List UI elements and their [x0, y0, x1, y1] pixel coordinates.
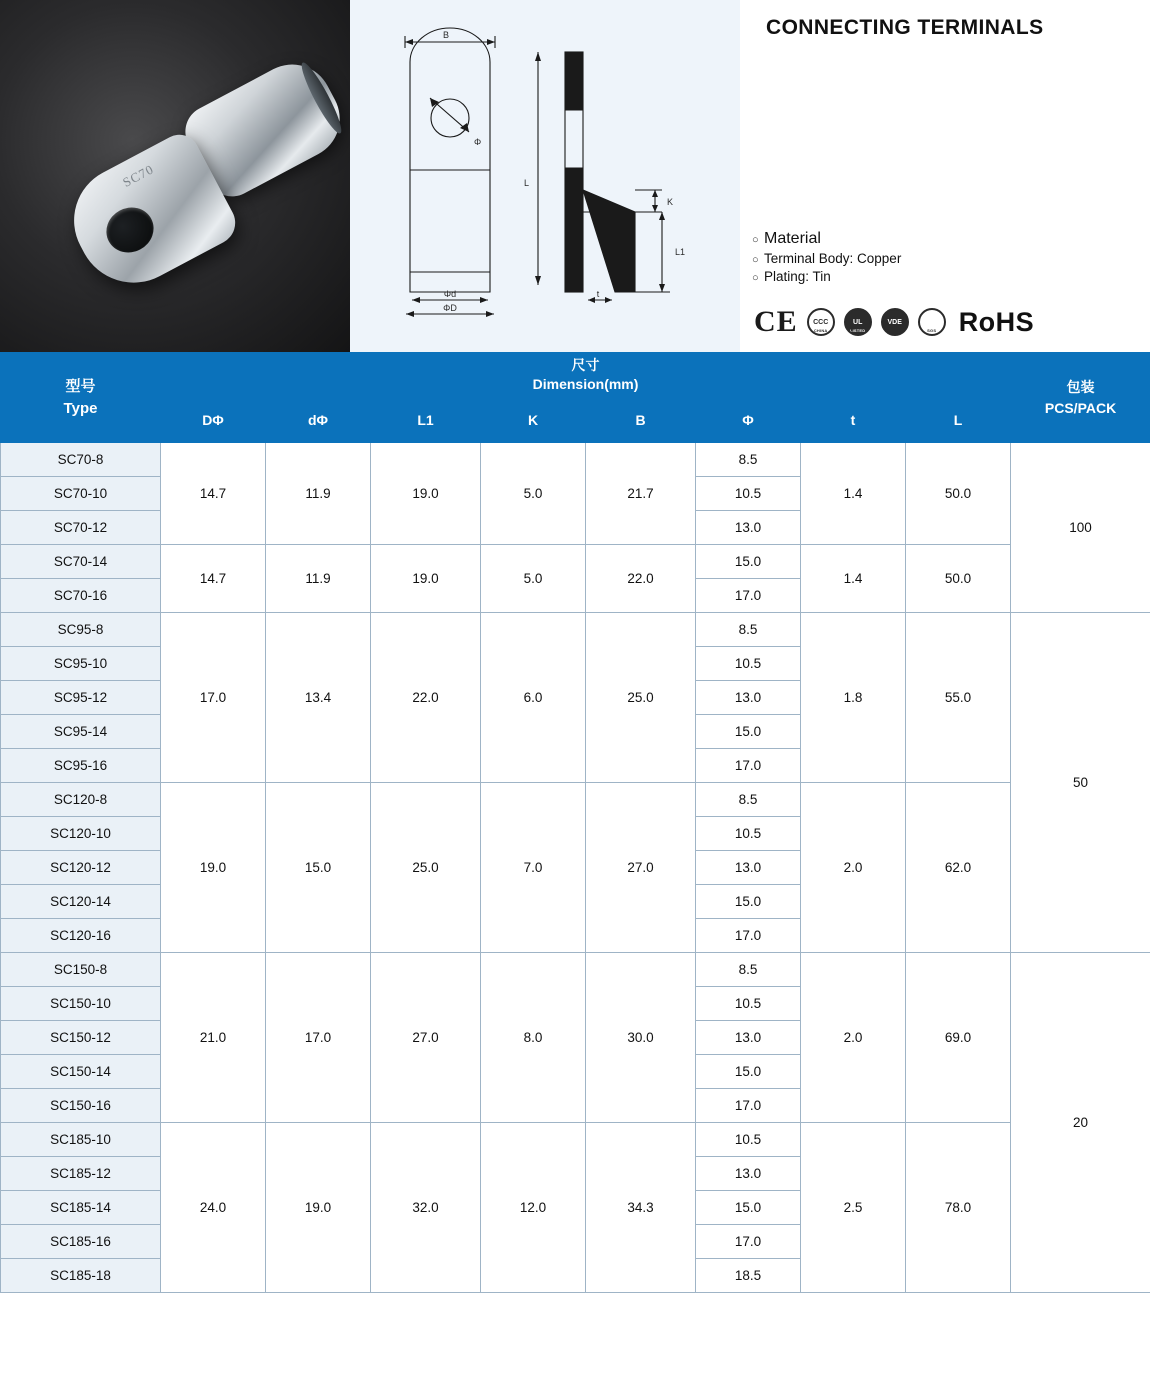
cell-k: 12.0 — [481, 1123, 586, 1293]
cell-pack: 100 — [1011, 443, 1150, 613]
cell-dphi: 21.0 — [161, 953, 266, 1123]
cell-type: SC185-18 — [1, 1259, 161, 1293]
technical-drawing — [350, 0, 740, 352]
header-section — [0, 0, 1150, 352]
list-item-plating — [752, 269, 901, 284]
cell-type: SC95-8 — [1, 613, 161, 647]
page-title: CONNECTING TERMINALS — [766, 16, 1044, 39]
list-item-terminal-body — [752, 251, 901, 266]
cell-b: 25.0 — [586, 613, 696, 783]
bullet-icon: ○ — [752, 234, 759, 246]
cell-type: SC150-8 — [1, 953, 161, 987]
cell-l1: 19.0 — [371, 545, 481, 613]
cell-t: 2.5 — [801, 1123, 906, 1293]
cell-t: 2.0 — [801, 953, 906, 1123]
cell-type: SC120-10 — [1, 817, 161, 851]
terminal-body-label: Terminal Body: Copper — [764, 251, 902, 266]
col-header-dphi: DΦ — [161, 398, 266, 443]
ul-icon: UL LISTED — [844, 308, 872, 336]
table-row — [1, 953, 1150, 987]
product-photo — [0, 0, 350, 352]
label-t: t — [596, 289, 600, 299]
lug-stamp-text: SC70 — [120, 161, 157, 190]
cell-b: 22.0 — [586, 545, 696, 613]
drawing-svg — [350, 0, 740, 352]
cell-b: 27.0 — [586, 783, 696, 953]
cell-phi: 10.5 — [696, 1123, 801, 1157]
cell-phi: 8.5 — [696, 953, 801, 987]
cell-dphi-small: 15.0 — [266, 783, 371, 953]
col-header-phi: Φ — [696, 398, 801, 443]
cell-type: SC150-12 — [1, 1021, 161, 1055]
cell-phi: 17.0 — [696, 749, 801, 783]
cell-l: 78.0 — [906, 1123, 1011, 1293]
cell-phi: 10.5 — [696, 987, 801, 1021]
col-header-type: 型号 Type — [1, 353, 161, 443]
cell-b: 34.3 — [586, 1123, 696, 1293]
cell-phi: 15.0 — [696, 545, 801, 579]
cell-k: 8.0 — [481, 953, 586, 1123]
cell-phi: 10.5 — [696, 817, 801, 851]
col-header-l1: L1 — [371, 398, 481, 443]
cell-dphi: 17.0 — [161, 613, 266, 783]
cell-b: 21.7 — [586, 443, 696, 545]
cell-type: SC95-14 — [1, 715, 161, 749]
cell-dphi-small: 17.0 — [266, 953, 371, 1123]
cell-phi: 13.0 — [696, 1157, 801, 1191]
cell-dphi: 19.0 — [161, 783, 266, 953]
cell-k: 5.0 — [481, 443, 586, 545]
cell-type: SC120-16 — [1, 919, 161, 953]
cell-phi: 8.5 — [696, 783, 801, 817]
cell-dphi: 24.0 — [161, 1123, 266, 1293]
cell-dphi-small: 11.9 — [266, 545, 371, 613]
col-header-l: L — [906, 398, 1011, 443]
bullet-icon: ○ — [752, 272, 759, 284]
cell-phi: 17.0 — [696, 579, 801, 613]
cell-l: 62.0 — [906, 783, 1011, 953]
specification-table — [0, 352, 1150, 1293]
cell-t: 2.0 — [801, 783, 906, 953]
cell-phi: 8.5 — [696, 613, 801, 647]
vde-icon: VDE — [881, 308, 909, 336]
cell-type: SC150-10 — [1, 987, 161, 1021]
cell-l1: 22.0 — [371, 613, 481, 783]
cell-phi: 18.5 — [696, 1259, 801, 1293]
cell-phi: 15.0 — [696, 715, 801, 749]
cell-type: SC95-10 — [1, 647, 161, 681]
label-B: B — [442, 30, 450, 40]
info-panel — [740, 0, 1150, 352]
cell-l: 55.0 — [906, 613, 1011, 783]
table-body — [1, 443, 1150, 1293]
cell-type: SC120-14 — [1, 885, 161, 919]
cell-phi: 10.5 — [696, 647, 801, 681]
rohs-icon: RoHS — [958, 306, 1035, 337]
cell-type: SC150-14 — [1, 1055, 161, 1089]
table-row — [1, 783, 1150, 817]
col-header-dphi-small: dΦ — [266, 398, 371, 443]
col-header-k: K — [481, 398, 586, 443]
cell-type: SC70-16 — [1, 579, 161, 613]
cell-phi: 17.0 — [696, 1225, 801, 1259]
material-label: Material — [764, 230, 821, 247]
label-K: K — [667, 197, 674, 207]
cell-type: SC185-12 — [1, 1157, 161, 1191]
col-header-b: B — [586, 398, 696, 443]
cell-l: 50.0 — [906, 545, 1011, 613]
certification-marks — [754, 305, 1034, 339]
lug-illustration — [40, 48, 320, 298]
list-item-material — [752, 230, 901, 248]
cell-type: SC185-14 — [1, 1191, 161, 1225]
table-row — [1, 613, 1150, 647]
label-phi: Φ — [474, 137, 482, 147]
cell-type: SC70-8 — [1, 443, 161, 477]
label-phi-d: Φd — [443, 289, 457, 299]
cell-type: SC150-16 — [1, 1089, 161, 1123]
cell-phi: 10.5 — [696, 477, 801, 511]
cell-phi: 13.0 — [696, 1021, 801, 1055]
col-header-pack: 包装 PCS/PACK — [1011, 353, 1150, 443]
cell-type: SC70-10 — [1, 477, 161, 511]
ce-icon: CE — [754, 305, 798, 338]
cell-k: 7.0 — [481, 783, 586, 953]
cell-type: SC120-12 — [1, 851, 161, 885]
cell-phi: 15.0 — [696, 1055, 801, 1089]
cell-phi: 15.0 — [696, 1191, 801, 1225]
table-row — [1, 443, 1150, 477]
cell-pack: 50 — [1011, 613, 1150, 953]
material-list — [752, 230, 901, 287]
cell-l1: 25.0 — [371, 783, 481, 953]
cell-k: 6.0 — [481, 613, 586, 783]
cell-phi: 13.0 — [696, 681, 801, 715]
cell-type: SC70-12 — [1, 511, 161, 545]
cell-phi: 8.5 — [696, 443, 801, 477]
table-row — [1, 545, 1150, 579]
table-row — [1, 1123, 1150, 1157]
plating-label: Plating: Tin — [764, 269, 831, 284]
cell-l: 50.0 — [906, 443, 1011, 545]
sgs-icon: SGS — [918, 308, 946, 336]
cell-type: SC120-8 — [1, 783, 161, 817]
cell-pack: 20 — [1011, 953, 1150, 1293]
cell-type: SC185-10 — [1, 1123, 161, 1157]
cell-phi: 13.0 — [696, 851, 801, 885]
col-header-t: t — [801, 398, 906, 443]
cell-l1: 32.0 — [371, 1123, 481, 1293]
cell-dphi-small: 11.9 — [266, 443, 371, 545]
cell-phi: 17.0 — [696, 919, 801, 953]
col-header-dimension: 尺寸 Dimension(mm) — [161, 353, 1011, 398]
cell-dphi-small: 13.4 — [266, 613, 371, 783]
table-head — [1, 353, 1150, 443]
cell-type: SC95-12 — [1, 681, 161, 715]
cell-t: 1.8 — [801, 613, 906, 783]
cell-phi: 17.0 — [696, 1089, 801, 1123]
cell-type: SC185-16 — [1, 1225, 161, 1259]
cell-phi: 15.0 — [696, 885, 801, 919]
cell-t: 1.4 — [801, 545, 906, 613]
label-L: L — [524, 178, 530, 188]
cell-l1: 19.0 — [371, 443, 481, 545]
cell-type: SC95-16 — [1, 749, 161, 783]
ccc-icon: CCC CHINA — [807, 308, 835, 336]
cell-type: SC70-14 — [1, 545, 161, 579]
cell-dphi: 14.7 — [161, 545, 266, 613]
cell-phi: 13.0 — [696, 511, 801, 545]
cell-dphi: 14.7 — [161, 443, 266, 545]
cell-b: 30.0 — [586, 953, 696, 1123]
cell-dphi-small: 19.0 — [266, 1123, 371, 1293]
cell-l1: 27.0 — [371, 953, 481, 1123]
cell-k: 5.0 — [481, 545, 586, 613]
label-phi-D: ΦD — [443, 303, 457, 313]
bullet-icon: ○ — [752, 254, 759, 266]
label-L1: L1 — [675, 247, 686, 257]
cell-l: 69.0 — [906, 953, 1011, 1123]
cell-t: 1.4 — [801, 443, 906, 545]
